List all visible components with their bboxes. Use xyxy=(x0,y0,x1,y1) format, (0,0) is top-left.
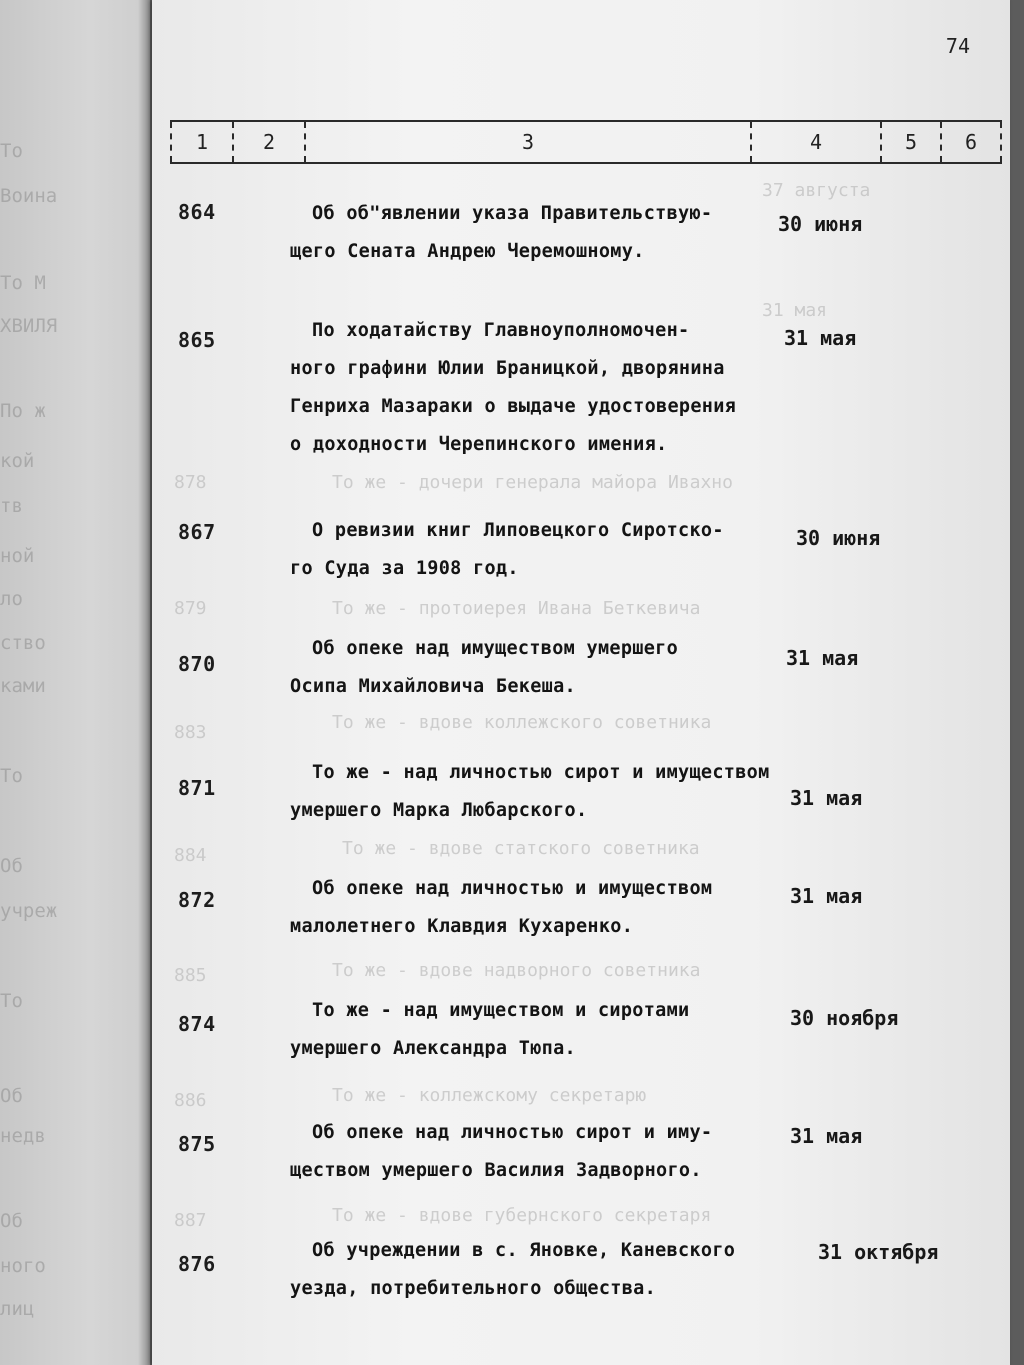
bleed-text: То М xyxy=(0,272,46,294)
header-col-3: 3 xyxy=(304,122,750,162)
entry-number: 876 xyxy=(178,1252,216,1276)
bleed-text: ство xyxy=(0,632,46,654)
entry-line: го Суда за 1908 год. xyxy=(290,558,519,579)
entry-line: уезда, потребительного общества. xyxy=(290,1278,657,1299)
entry-text xyxy=(290,992,772,1068)
entry-date: 30 ноября xyxy=(790,1006,899,1030)
show-through-text: 878 xyxy=(174,472,207,493)
bleed-text: ками xyxy=(0,675,46,697)
bleed-text: То xyxy=(0,765,23,787)
entry-number: 875 xyxy=(178,1132,216,1156)
entry-line: Об опеке над личностью сирот и иму- xyxy=(312,1122,713,1143)
entry-line: То же - над личностью сирот и имуществом xyxy=(312,762,770,783)
entry-line: Об опеке над имуществом умершего xyxy=(312,638,679,659)
entry-number: 870 xyxy=(178,652,216,676)
show-through-text: То же - вдове коллежского советника xyxy=(332,712,712,733)
entry-text xyxy=(290,754,772,830)
bleed-text: Об xyxy=(0,1210,23,1232)
bleed-text: недв xyxy=(0,1125,46,1147)
entry-date: 31 мая xyxy=(786,646,859,670)
entry-line: ного графини Юлии Браницкой, дворянина xyxy=(290,358,725,379)
entry-text xyxy=(290,512,772,588)
entry-line: Генриха Мазараки о выдаче удостоверения xyxy=(290,396,737,417)
column-header-row xyxy=(170,120,1002,164)
entry-text xyxy=(290,1232,772,1308)
bleed-text: Об xyxy=(0,1085,23,1107)
entry-date: 30 июня xyxy=(796,526,881,550)
entry-text xyxy=(290,870,772,946)
show-through-text: То же - вдове губернского секретаря xyxy=(332,1205,712,1226)
entry-line: По ходатайству Главноуполномочен- xyxy=(312,320,690,341)
header-col-2: 2 xyxy=(232,122,304,162)
show-through-text: 884 xyxy=(174,845,207,866)
show-through-text: То же - вдове надворного советника xyxy=(332,960,701,981)
show-through-text: 37 августа xyxy=(762,180,871,201)
bleed-text: ного xyxy=(0,1255,46,1277)
entry-line: малолетнего Клавдия Кухаренко. xyxy=(290,916,634,937)
header-col-4: 4 xyxy=(750,122,880,162)
entry-number: 865 xyxy=(178,328,216,352)
entry-line: щего Сената Андрею Черемошному. xyxy=(290,241,645,262)
bleed-text: Об xyxy=(0,855,23,877)
entry-date: 31 мая xyxy=(790,1124,863,1148)
document-page xyxy=(152,0,1010,1365)
bleed-text: То xyxy=(0,140,23,162)
bleed-text: лиц xyxy=(0,1298,35,1320)
entry-line: умершего Марка Любарского. xyxy=(290,800,588,821)
page-number: 74 xyxy=(945,34,970,58)
entry-number: 871 xyxy=(178,776,216,800)
bleed-text: Воина xyxy=(0,185,58,207)
show-through-text: То же - протоиерея Ивана Беткевича xyxy=(332,598,701,619)
entry-number: 867 xyxy=(178,520,216,544)
entry-line: Об об"явлении указа Правительствую- xyxy=(312,203,713,224)
adjacent-page-edge xyxy=(0,0,150,1365)
show-through-text: То же - дочери генерала майора Ивахно xyxy=(332,472,733,493)
show-through-text: 879 xyxy=(174,598,207,619)
show-through-text: 886 xyxy=(174,1090,207,1111)
entry-line: То же - над имуществом и сиротами xyxy=(312,1000,690,1021)
entry-number: 874 xyxy=(178,1012,216,1036)
entry-text xyxy=(290,1114,772,1190)
entry-line: Об учреждении в с. Яновке, Каневского xyxy=(312,1240,736,1261)
entry-date: 31 октября xyxy=(818,1240,939,1264)
entry-number: 864 xyxy=(178,200,216,224)
entry-text xyxy=(290,195,772,271)
entry-line: о доходности Черепинского имения. xyxy=(290,434,668,455)
bleed-text: По ж xyxy=(0,400,46,422)
entry-line: Осипа Михайловича Бекеша. xyxy=(290,676,576,697)
bleed-text: ло xyxy=(0,588,23,610)
entry-date: 30 июня xyxy=(778,212,863,236)
show-through-text: То же - вдове статского советника xyxy=(342,838,700,859)
bleed-text: учреж xyxy=(0,900,58,922)
entry-line: ществом умершего Василия Задворного. xyxy=(290,1160,702,1181)
entry-date: 31 мая xyxy=(784,326,857,350)
entry-line: умершего Александра Тюпа. xyxy=(290,1038,576,1059)
show-through-text: 31 мая xyxy=(762,300,828,321)
bleed-text: ХВИЛЯ xyxy=(0,315,58,337)
entry-line: Об опеке над личностью и имуществом xyxy=(312,878,713,899)
bleed-text: тв xyxy=(0,495,23,517)
bleed-text: То xyxy=(0,990,23,1012)
show-through-text: То же - коллежскому секретарю xyxy=(332,1085,647,1106)
entry-date: 31 мая xyxy=(790,786,863,810)
entry-date: 31 мая xyxy=(790,884,863,908)
bleed-text: ной xyxy=(0,545,35,567)
entry-text xyxy=(290,630,772,706)
show-through-text: 885 xyxy=(174,965,207,986)
header-col-6: 6 xyxy=(940,122,1002,162)
header-col-1: 1 xyxy=(170,122,232,162)
header-col-5: 5 xyxy=(880,122,940,162)
show-through-text: 887 xyxy=(174,1210,207,1231)
show-through-text: 883 xyxy=(174,722,207,743)
entry-number: 872 xyxy=(178,888,216,912)
entry-text xyxy=(290,312,772,464)
entry-line: О ревизии книг Липовецкого Сиротско- xyxy=(312,520,724,541)
bleed-text: кой xyxy=(0,450,35,472)
